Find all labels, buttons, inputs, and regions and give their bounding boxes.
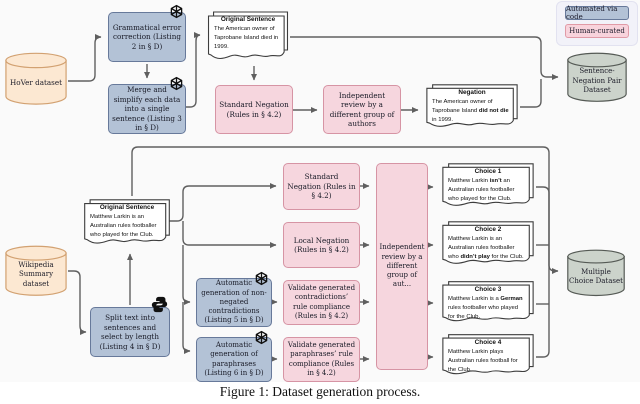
body-bold: did not die [478, 107, 509, 114]
body-text: The American owner of Taprobane Island [432, 99, 493, 114]
choice-1-title: Choice 1 [474, 168, 502, 175]
negation-doc [424, 83, 520, 133]
multiple-choice-dataset-cylinder [566, 249, 626, 299]
grammatical-correction-box [108, 12, 186, 62]
body-bold: German [500, 296, 523, 302]
body-text: for the Club. [489, 253, 524, 260]
standard-negation-top-label: Standard Negation (Rules in § 4.2) [219, 100, 289, 119]
wikipedia-dataset-label: Wikipedia Summary dataset [18, 260, 54, 288]
body-bold: didn’t play [460, 253, 490, 260]
validate-contradictions-label: Validate generated contradictions’ rule compliance (Rules in § 4.2) [287, 284, 356, 320]
choice-3-title: Choice 3 [474, 286, 502, 293]
body-text: The American owner of Taprobane Island died in 1999. [214, 26, 279, 50]
openai-icon [254, 271, 269, 286]
choice-4-body [448, 348, 526, 375]
multiple-choice-dataset-label: Multiple Choice Dataset [569, 267, 623, 285]
validate-contradictions-box [283, 280, 360, 325]
auto-paraphrases-label: Automatic generation of paraphrases (Listing 6 in § D) [204, 341, 264, 377]
legend-human [565, 24, 629, 38]
original-sentence-top-doc [206, 10, 290, 66]
wikipedia-dataset-cylinder [4, 245, 68, 299]
split-text-box [90, 307, 170, 357]
choice-2-title: Choice 2 [474, 226, 502, 233]
local-negation-label: Local Negation (Rules in § 4.2) [293, 235, 350, 254]
openai-icon [169, 4, 184, 19]
choice-2-body [448, 235, 526, 262]
figure-caption: Figure 1: Dataset generation process. [219, 384, 421, 399]
independent-review-bottom-box [376, 163, 428, 370]
negation-title: Negation [458, 89, 486, 96]
original-sentence-bottom-title: Original Sentence [99, 204, 155, 211]
validate-paraphrases-box [283, 337, 360, 382]
hover-dataset-label: HoVer dataset [10, 78, 62, 88]
choice-3-doc [440, 280, 536, 327]
negation-body [432, 98, 510, 125]
merge-simplify-label: Merge and simplify each data into a single sentence (Listing 3 in § D) [112, 85, 182, 133]
openai-icon [254, 330, 269, 345]
body-text: Matthew Larkin [448, 178, 490, 184]
original-sentence-top-title: Original Sentence [220, 16, 276, 23]
body-text: in 1999. [432, 116, 453, 123]
split-text-label: Split text into sentences and select by length (Listing 4 in § D) [99, 313, 161, 351]
legend-automated-label: Automated via code [566, 5, 618, 21]
legend-automated [565, 6, 629, 20]
independent-review-bottom-label: Independent review by a different group of aut... [379, 243, 425, 289]
sentence-negation-dataset-label: Sentence-Negation Pair Dataset [572, 67, 622, 95]
standard-negation-bottom-label: Standard Negation (Rules in § 4.2) [287, 172, 356, 201]
grammatical-correction-label: Grammatical error correction (Listing 2 in § D) [112, 22, 182, 51]
original-sentence-bottom-doc [82, 198, 172, 250]
local-negation-box [283, 222, 360, 268]
body-text: rules footballer who played for the Club. [448, 304, 519, 320]
body-text: Matthew Larkin is an Australian rules footballer who played for the Club. [90, 214, 157, 238]
body-text: Matthew Larkin is a [448, 296, 501, 302]
original-sentence-bottom-body [90, 213, 162, 240]
choice-2-doc [440, 220, 536, 270]
original-sentence-top-body [214, 25, 280, 52]
body-text: Matthew Larkin plays Australian rules football for the Club. [448, 349, 518, 373]
python-icon [151, 296, 168, 313]
auto-contradictions-label: Automatic generation of non-negated contradictions (Listing 5 in § D) [201, 279, 267, 325]
body-text: Matthew Larkin is an Australian rules footballer who [448, 236, 515, 260]
legend [556, 1, 638, 46]
choice-1-body [448, 177, 526, 204]
openai-icon [169, 76, 184, 91]
choice-4-title: Choice 4 [474, 339, 502, 346]
independent-review-top-box [323, 85, 401, 134]
choice-4-doc [440, 333, 536, 380]
body-bold: isn’t [489, 178, 502, 184]
choice-3-body [448, 295, 526, 322]
validate-paraphrases-label: Validate generated paraphrases’ rule compliance (Rules in § 4.2) [287, 341, 356, 377]
body-text: an Australian rules footballer who played for the Club. [448, 178, 515, 202]
merge-simplify-box [108, 84, 186, 134]
hover-dataset-cylinder [4, 52, 68, 108]
independent-review-top-label: Independent review by a different group of authors [329, 90, 395, 128]
standard-negation-bottom-box [283, 163, 360, 210]
choice-1-doc [440, 162, 536, 212]
sentence-negation-dataset-cylinder [566, 52, 628, 105]
standard-negation-top-box [215, 85, 293, 134]
legend-human-label: Human-curated [569, 27, 625, 35]
